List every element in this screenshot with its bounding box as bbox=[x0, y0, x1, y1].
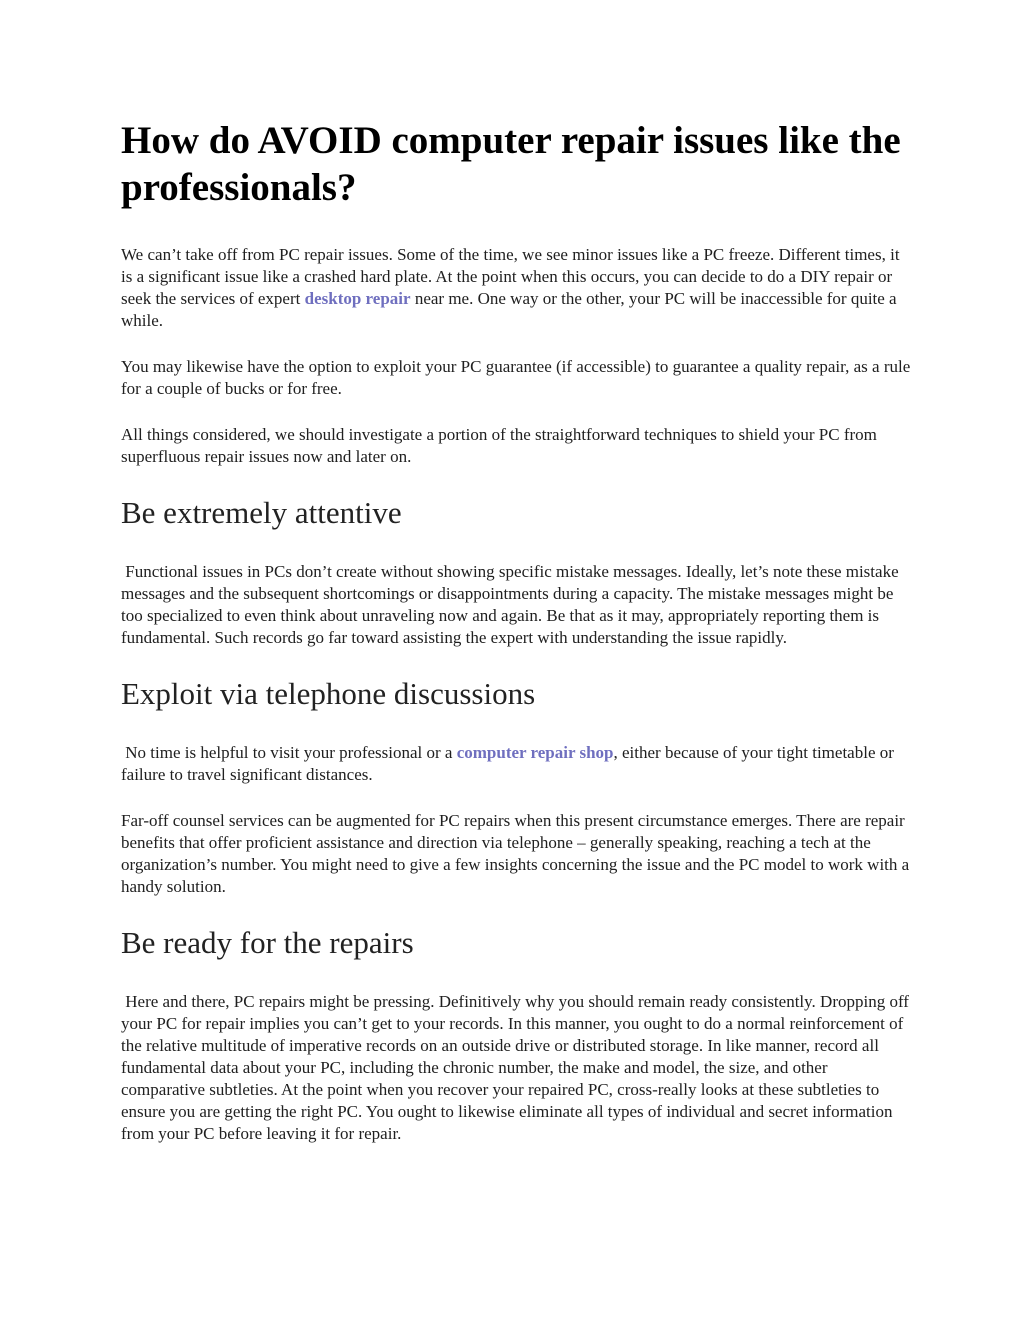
intro-paragraph-2: You may likewise have the option to exploit your PC guarantee (if accessible) to guarantee a quality repair, as a rule for a couple of bucks or for free. bbox=[121, 356, 911, 398]
section2-paragraph-1 bbox=[121, 742, 911, 786]
section2-p1-text-before: No time is helpful to visit your professional or a bbox=[121, 742, 457, 762]
section2-paragraph-2: Far-off counsel services can be augmented for PC repairs when this present circumstance emerges. There are repair benefits that offer proficient assistance and direction via telephone – generally speaking, reaching a tech at the organization’s number. You might need to give a few insights concerning the issue and the PC model to work with a handy solution. bbox=[121, 810, 910, 896]
desktop-repair-link[interactable]: desktop repair bbox=[300, 288, 411, 308]
section-heading-telephone: Exploit via telephone discussions bbox=[121, 675, 536, 711]
intro-p1-text-after: near me. One way or the other, your PC will be inaccessible for quite a while. bbox=[121, 288, 897, 330]
article bbox=[121, 118, 914, 1169]
section1-paragraph: Functional issues in PCs don’t create without showing specific mistake messages. Ideally, let’s note these mistake messages and the subsequent shortcomings or disappointments during a capacity. The mistake messages might be too specialized to even think about unraveling now and again. Be that as it may, appropriately reporting them is fundamental. Such records go far toward assisting the expert with understanding the issue rapidly. bbox=[121, 561, 903, 647]
section-heading-attentive: Be extremely attentive bbox=[121, 494, 402, 530]
intro-paragraph-1 bbox=[121, 244, 911, 332]
section2-p1-text-after: , either because of your tight timetable or failure to travel significant distances. bbox=[121, 742, 899, 784]
article-title: How do AVOID computer repair issues like the professionals? bbox=[121, 119, 901, 209]
intro-p1-text-before: We can’t take off from PC repair issues. Some of the time, we see minor issues like a PC freeze. Different times, it is a significant issue like a crashed hard plate. At the point when this occurs, you can decide to do a DIY repair or seek the services of expert bbox=[121, 244, 900, 308]
section3-paragraph: Here and there, PC repairs might be pressing. Definitively why you should remain ready consistently. Dropping off your PC for repair implies you can’t get to your records. In this manner, you ought to do a normal reinforcement of the relative multitude of imperative records on an outside drive or distributed storage. In like manner, record all fundamental data about your PC, including the chronic number, the make and model, the size, and other comparative subtleties. At the point when you recover your repaired PC, cross-really looks at these subtleties to ensure you are getting the right PC. You ought to likewise eliminate all types of individual and secret information from your PC before leaving it for repair. bbox=[121, 992, 914, 1144]
intro-paragraph-3: All things considered, we should investigate a portion of the straightforward techniques to shield your PC from superfluous repair issues now and later on. bbox=[121, 424, 877, 466]
section-heading-repairs: Be ready for the repairs bbox=[121, 924, 414, 960]
computer-repair-shop-link[interactable]: computer repair shop bbox=[456, 742, 614, 762]
